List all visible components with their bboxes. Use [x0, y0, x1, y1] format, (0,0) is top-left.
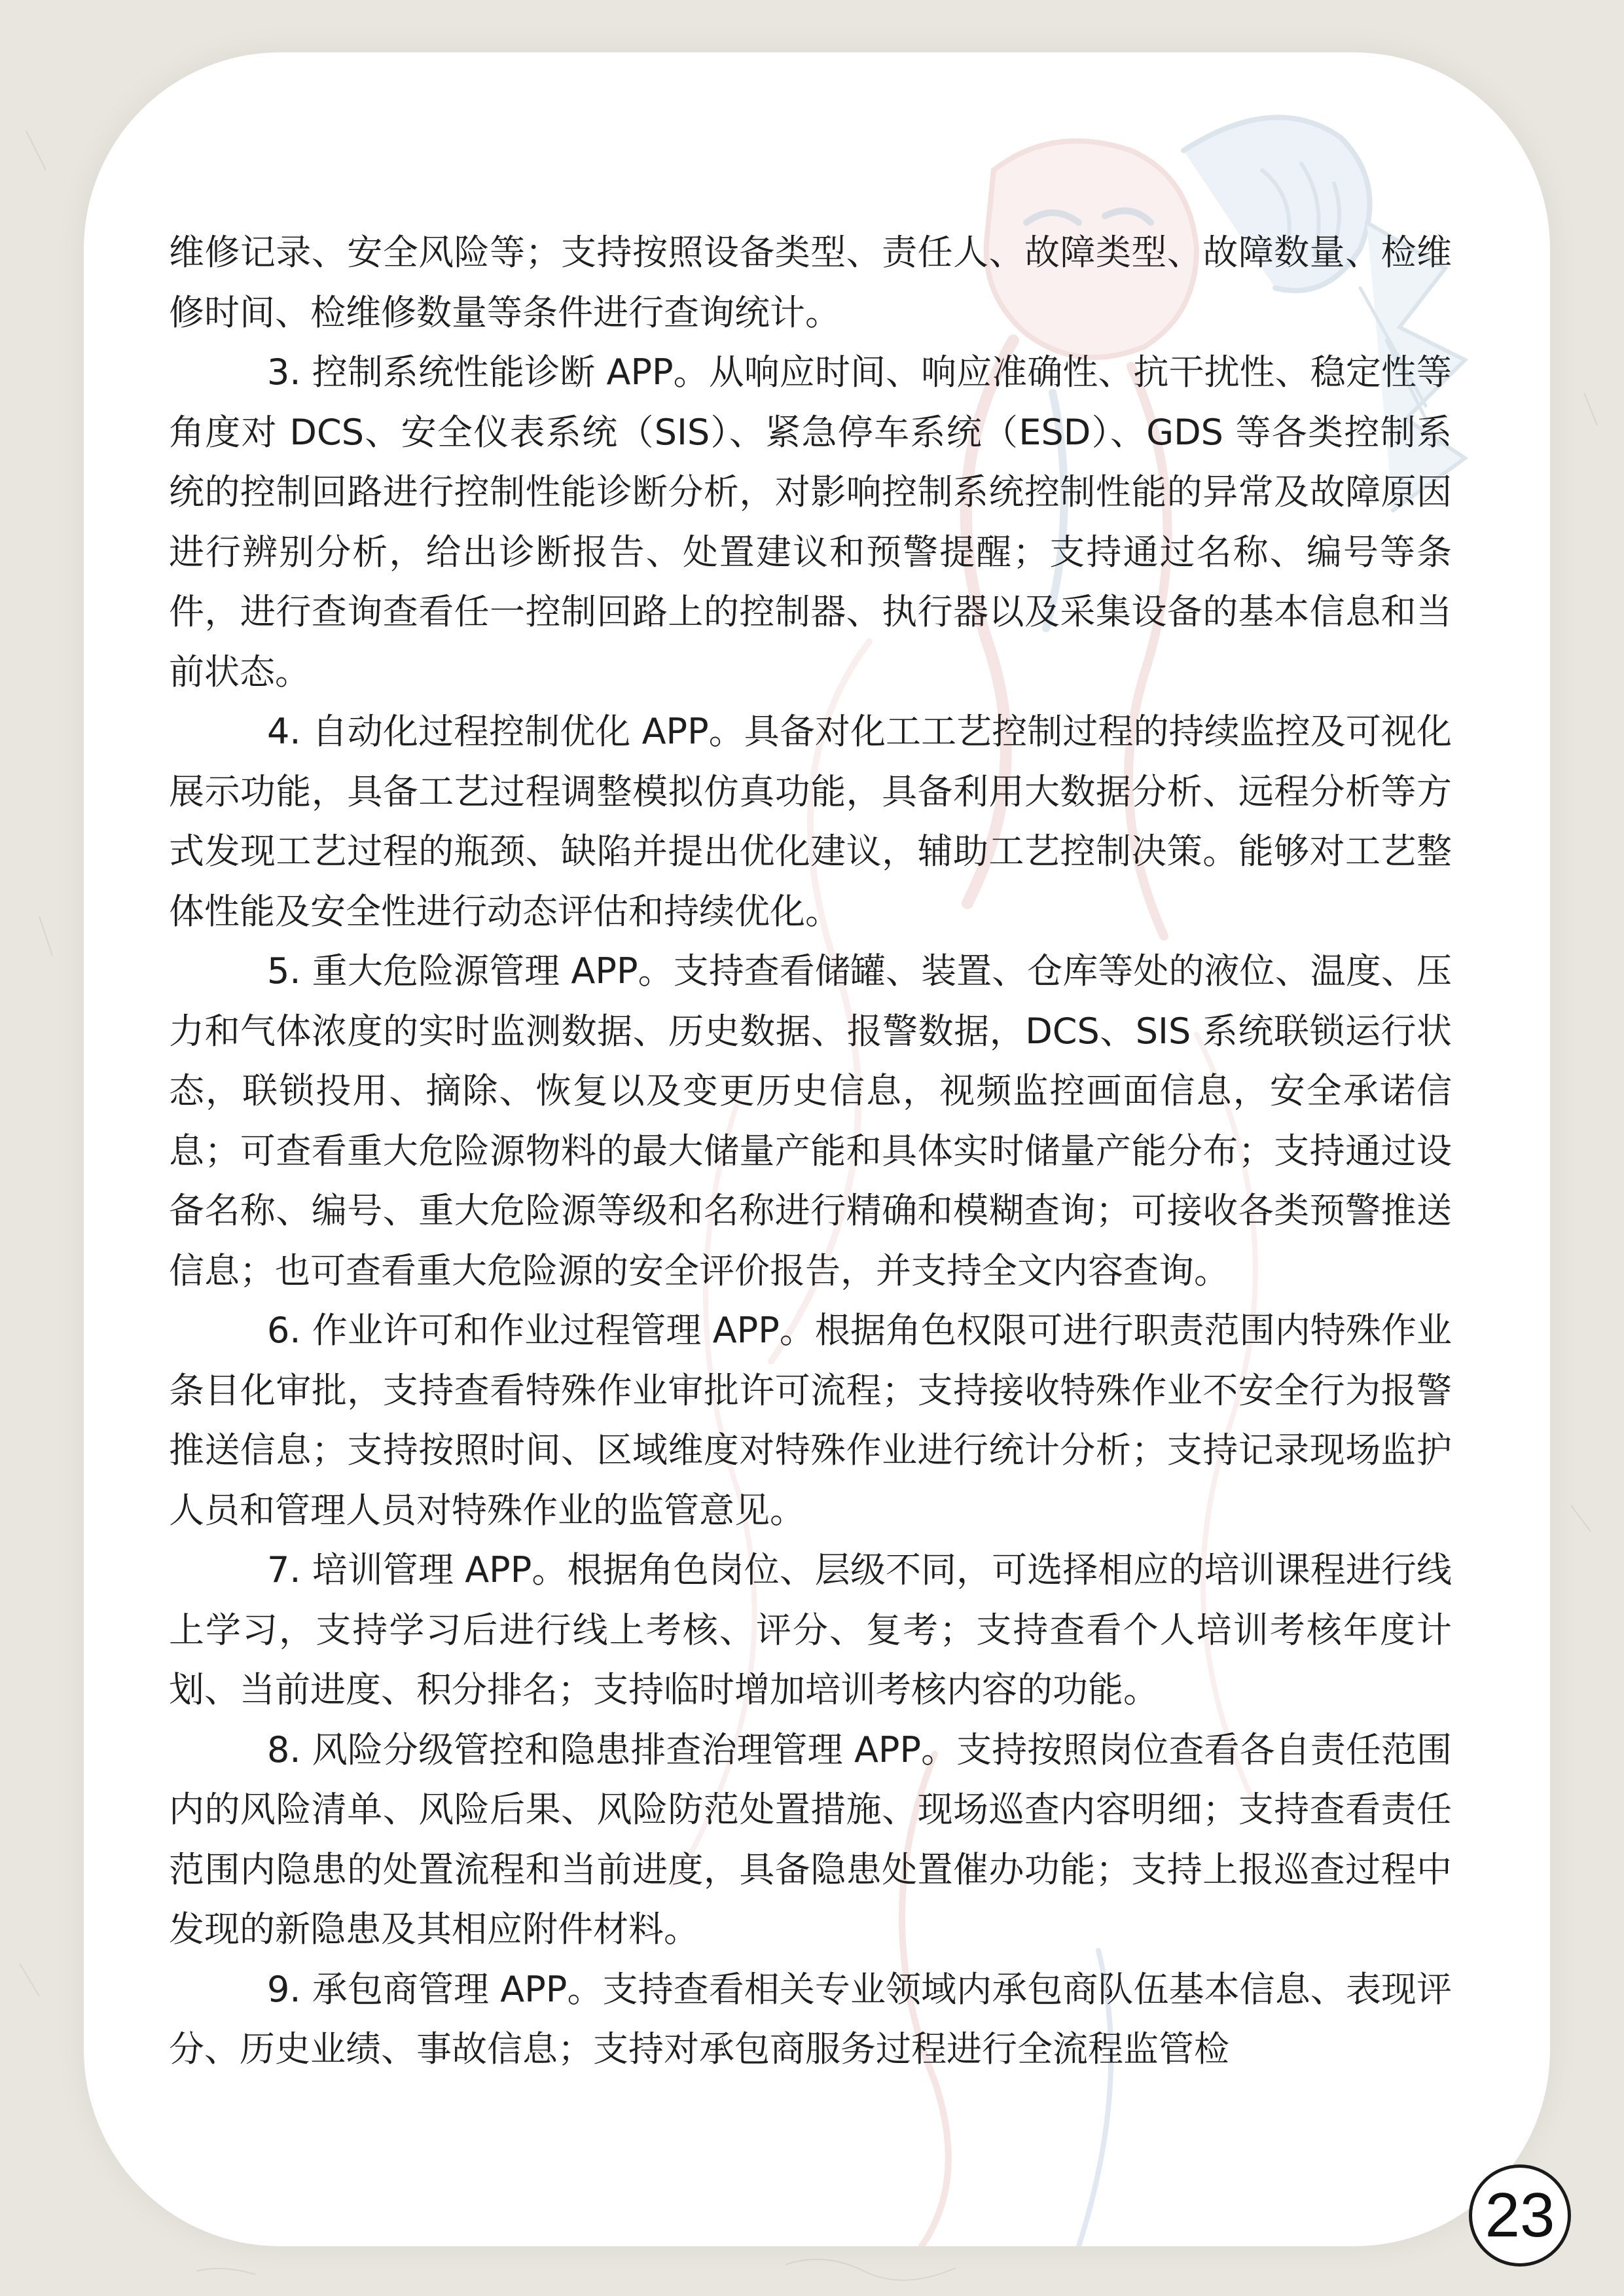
body-text [169, 223, 1452, 2079]
paragraph-item-6: 6. 作业许可和作业过程管理 APP。根据角色权限可进行职责范围内特殊作业条目化审批，支持查看特殊作业审批许可流程；支持接收特殊作业不安全行为报警推送信息；支持按照时间、区域维度对特殊作业进行统计分析；支持记录现场监护人员和管理人员对特殊作业的监管意见。 [169, 1310, 1452, 1531]
paragraph-item-9: 9. 承包商管理 APP。支持查看相关专业领域内承包商队伍基本信息、表现评分、历史业绩、事故信息；支持对承包商服务过程进行全流程监管检 [169, 1968, 1452, 2070]
paragraph-item-7: 7. 培训管理 APP。根据角色岗位、层级不同，可选择相应的培训课程进行线上学习，支持学习后进行线上考核、评分、复考；支持查看个人培训考核年度计划、当前进度、积分排名；支持临时增加培训考核内容的功能。 [169, 1549, 1452, 1710]
page-card [84, 52, 1550, 2246]
paragraph-item-4: 4. 自动化过程控制优化 APP。具备对化工工艺控制过程的持续监控及可视化展示功能，具备工艺过程调整模拟仿真功能，具备利用大数据分析、远程分析等方式发现工艺过程的瓶颈、缺陷并提出优化建议，辅助工艺控制决策。能够对工艺整体性能及安全性进行动态评估和持续优化。 [169, 711, 1452, 932]
paragraph-item-3: 3. 控制系统性能诊断 APP。从响应时间、响应准确性、抗干扰性、稳定性等角度对 DCS、安全仪表系统（SIS）、紧急停车系统（ESD）、GDS 等各类控制系统的控制回路进行控制性能诊断分析，对影响控制系统控制性能的异常及故障原因进行辨别分析，给出诊断报告、处置建议和预警提醒；支持通过名称、编号等条件，进行查询查看任一控制回路上的控制器、执行器以及采集设备的基本信息和当前状态。 [169, 351, 1452, 692]
paragraph-continuation: 维修记录、安全风险等；支持按照设备类型、责任人、故障类型、故障数量、检维修时间、检维修数量等条件进行查询统计。 [169, 232, 1452, 333]
paragraph-item-5: 5. 重大危险源管理 APP。支持查看储罐、装置、仓库等处的液位、温度、压力和气体浓度的实时监测数据、历史数据、报警数据，DCS、SIS 系统联锁运行状态，联锁投用、摘除、恢复以及变更历史信息，视频监控画面信息，安全承诺信息；可查看重大危险源物料的最大储量产能和具体实时储量产能分布；支持通过设备名称、编号、重大危险源等级和名称进行精确和模糊查询；可接收各类预警推送信息；也可查看重大危险源的安全评价报告，并支持全文内容查询。 [169, 950, 1452, 1291]
page-number: 23 [1469, 2164, 1571, 2267]
paragraph-item-8: 8. 风险分级管控和隐患排查治理管理 APP。支持按照岗位查看各自责任范围内的风险清单、风险后果、风险防范处置措施、现场巡查内容明细；支持查看责任范围内隐患的处置流程和当前进度，具备隐患处置催办功能；支持上报巡查过程中发现的新隐患及其相应附件材料。 [169, 1729, 1452, 1950]
